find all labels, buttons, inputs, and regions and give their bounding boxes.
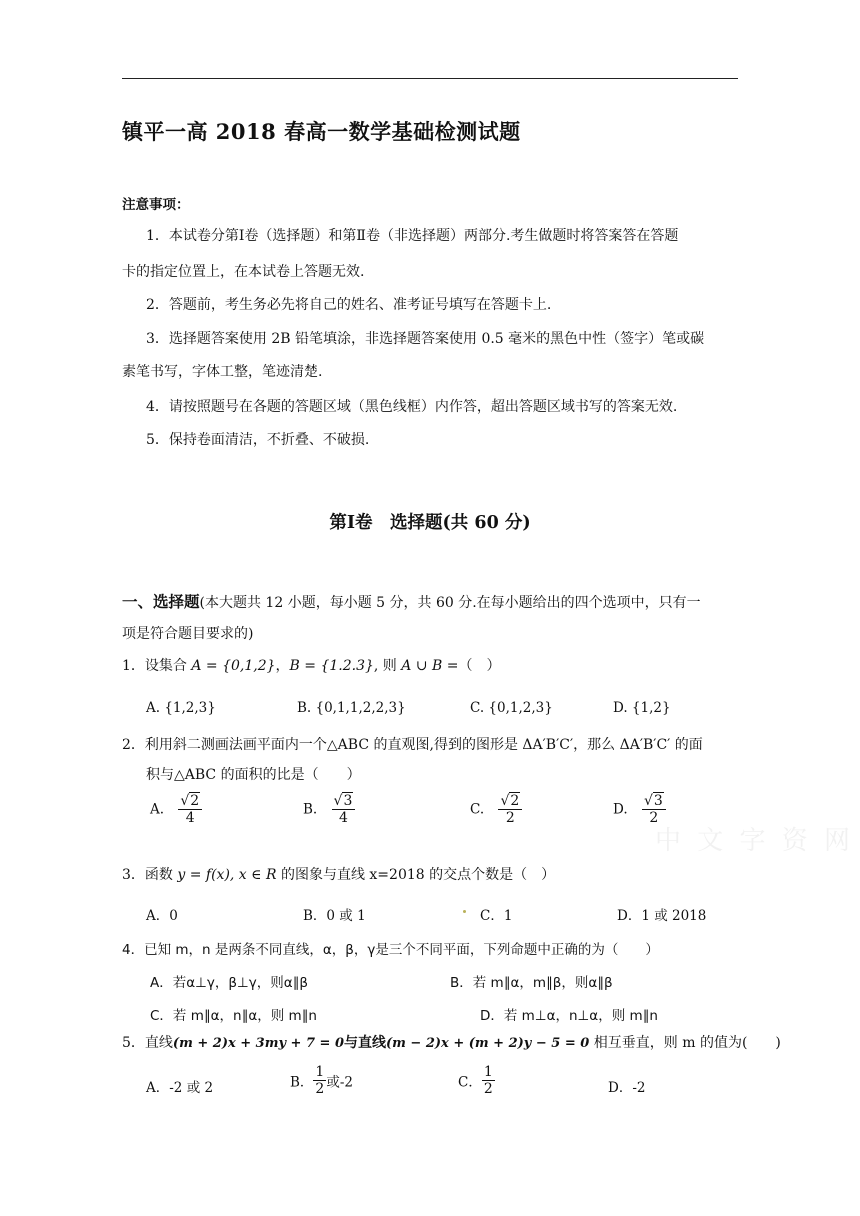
q5-option-c-fraction (482, 1064, 495, 1097)
q5-line-b: (m − 2)x + (m + 2)y − 5 = 0 (386, 1036, 590, 1051)
notice-item-1-line-2: 卡的指定位置上，在本试卷上答题无效. (122, 264, 365, 280)
notice-item-2: 2．答题前，考生务必先将自己的姓名、准考证号填写在答题卡上. (146, 297, 552, 313)
faint-watermark: 中 文 字 资 网 (655, 826, 855, 856)
q2-option-c-label: C. (470, 801, 485, 818)
notice-item-3-line-1: 3．选择题答案使用 2B 铅笔填涂，非选择题答案使用 0.5 毫米的黑色中性（签字）笔或碳 (146, 331, 705, 347)
q5-option-b-tail: 或-2 (326, 1074, 353, 1091)
q3-option-a: A．0 (146, 908, 178, 924)
q2-option-b-radicand: 3 (343, 793, 353, 809)
q3-option-b: B．0 或 1 (303, 908, 366, 924)
notice-item-3-line-2: 素笔书写，字体工整，笔迹清楚. (122, 364, 323, 380)
question-5-stem (122, 1032, 781, 1052)
q1-answer-blank: （ ） (458, 658, 501, 674)
part-description-line-2: 项是符合题目要求的) (122, 626, 254, 642)
part-heading (122, 590, 701, 612)
q5-option-c (458, 1064, 495, 1097)
q1-prefix: 1．设集合 (122, 658, 192, 674)
question-4-stem: 4．已知 m，n 是两条不同直线，α，β，γ是三个不同平面，下列命题中正确的为（ ） (122, 942, 659, 958)
q5-option-b-label: B． (290, 1074, 314, 1091)
section-title: 第Ⅰ卷 选择题(共 60 分) (329, 513, 531, 533)
q2-option-a-fraction: $\frac{√2}{4}$ (178, 793, 202, 826)
stray-dot (463, 910, 466, 913)
q5-option-b-denominator: 2 (315, 1081, 325, 1098)
q1-mid: , 则 (373, 658, 402, 674)
question-2-line-1: 2．利用斜二测画法画平面内一个△ABC 的直观图,得到的图形是 ΔA′B′C′，那么 ΔA′B′C′ 的面 (122, 737, 703, 753)
question-1-stem (122, 655, 500, 675)
q2-option-a-radicand: 2 (190, 793, 200, 809)
q4-option-c: C．若 m∥α，n∥α，则 m∥n (150, 1008, 317, 1024)
q1-separator: ， (275, 658, 290, 674)
q2-option-b-denominator: 4 (338, 810, 348, 827)
q2-option-a-label: A. (150, 801, 165, 818)
notice-item-1-line-1: 1．本试卷分第Ⅰ卷（选择题）和第Ⅱ卷（非选择题）两部分.考生做题时将答案答在答题 (146, 228, 679, 244)
q2-option-c (470, 793, 522, 826)
notice-heading: 注意事项： (122, 197, 190, 213)
q1-option-b: B. {0,1,1,2,2,3} (297, 700, 406, 716)
q4-option-a: A．若α⊥γ，β⊥γ，则α∥β (150, 975, 309, 991)
q5-option-a: A．-2 或 2 (146, 1080, 214, 1096)
part-heading-label: 一、选择题 (122, 592, 200, 611)
part-description-line-1: (本大题共 12 小题，每小题 5 分，共 60 分.在每小题给出的四个选项中，只有一 (199, 595, 701, 611)
q2-option-a-denominator: 4 (185, 810, 195, 827)
q1-expression: A ∪ B = (401, 658, 459, 674)
q5-line-a: (m + 2)x + 3my + 7 = 0 (172, 1036, 344, 1051)
q5-prefix: 5．直线 (122, 1035, 173, 1051)
q2-option-b-fraction: $\frac{√3}{4}$ (332, 793, 356, 826)
q2-option-d-fraction: $\frac{√3}{2}$ (642, 793, 666, 826)
question-3-stem (122, 864, 555, 884)
question-2-line-2: 积与△ABC 的面积的比是（ ） (146, 767, 361, 783)
q5-option-c-label: C． (458, 1074, 482, 1091)
q5-option-b-numerator: 1 (315, 1064, 325, 1080)
notice-item-5: 5．保持卷面清洁，不折叠、不破损. (146, 432, 370, 448)
q2-option-a (150, 793, 202, 826)
q4-option-d: D．若 m⊥α，n⊥α，则 m∥n (480, 1008, 658, 1024)
q2-option-b (303, 793, 355, 826)
q3-prefix: 3．函数 (122, 867, 178, 883)
q2-option-c-radicand: 2 (510, 793, 520, 809)
q2-option-d-label: D. (613, 801, 628, 818)
exam-title: 镇平一高 2018 春高一数学基础检测试题 (122, 119, 521, 144)
q5-option-b (290, 1064, 353, 1097)
q1-set-a: A = {0,1,2} (191, 658, 276, 674)
q3-tail: 的图象与直线 x=2018 的交点个数是（ ） (276, 867, 556, 883)
q5-option-c-numerator: 1 (483, 1064, 493, 1080)
q3-function: y = f(x), x ∈ R (177, 867, 277, 883)
q5-option-d: D．-2 (608, 1080, 646, 1096)
notice-item-4: 4．请按照题号在各题的答题区域（黑色线框）内作答，超出答题区域书写的答案无效. (146, 399, 678, 415)
q1-set-b: B = {1.2.3} (289, 658, 374, 674)
q2-option-d-radicand: 3 (653, 793, 663, 809)
q5-tail: 相互垂直，则 m 的值为( ) (589, 1035, 781, 1051)
q2-option-b-label: B. (303, 801, 318, 818)
q2-option-d-denominator: 2 (649, 810, 659, 827)
q3-option-d: D．1 或 2018 (617, 908, 707, 924)
q4-option-b: B．若 m∥α，m∥β，则α∥β (450, 975, 613, 991)
q1-option-a: A. {1,2,3} (146, 700, 216, 716)
q1-option-d: D. {1,2} (613, 700, 671, 716)
q2-option-c-denominator: 2 (505, 810, 515, 827)
q5-with: 与直线 (344, 1035, 386, 1051)
q3-option-c: C．1 (480, 908, 513, 924)
q5-option-c-denominator: 2 (483, 1081, 493, 1098)
q1-option-c: C. {0,1,2,3} (470, 700, 553, 716)
q5-option-b-fraction (313, 1064, 326, 1097)
header-rule (122, 78, 738, 79)
q2-option-c-fraction: $\frac{√2}{2}$ (498, 793, 522, 826)
